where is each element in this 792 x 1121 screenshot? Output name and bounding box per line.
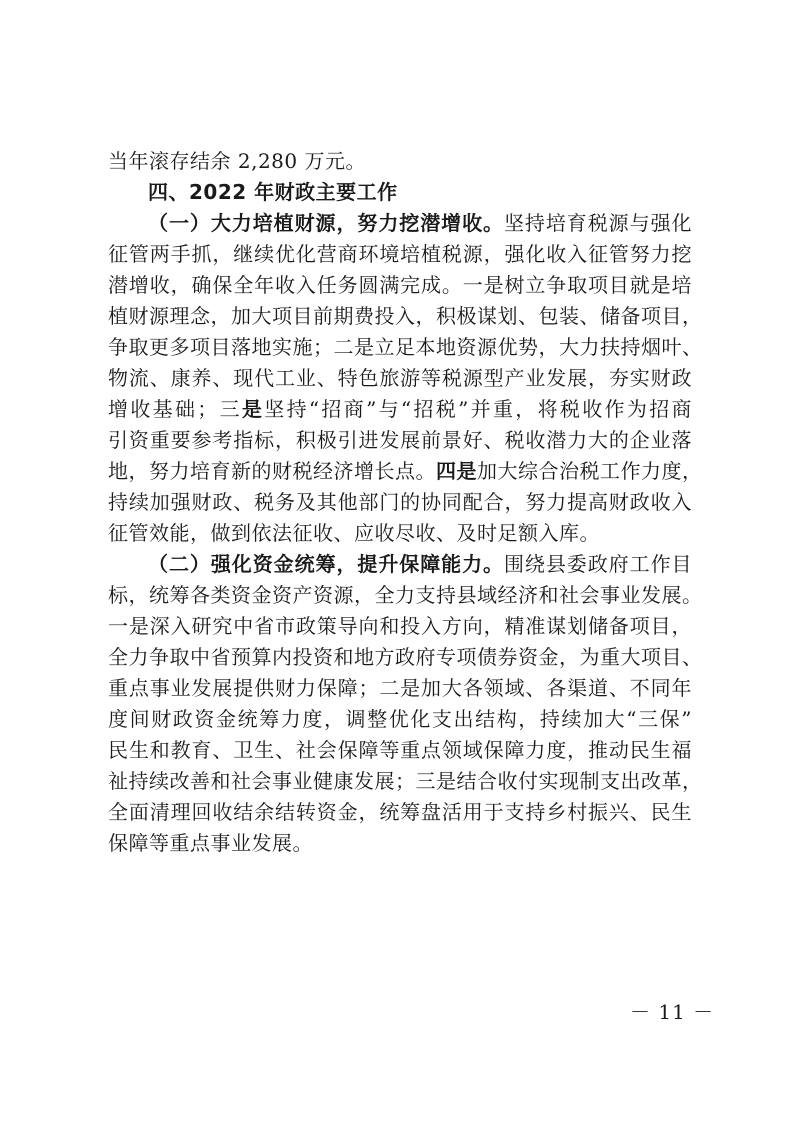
- part1-line-9: 地，努力培育新的财税经济增长点。四是加大综合治税工作力度，: [108, 459, 703, 483]
- part1-line-1: （一）大力培植财源，努力挖潜增收。坚持培育税源与强化: [148, 211, 693, 235]
- part2-line-1: （二）强化资金统筹，提升保障能力。围绕县委政府工作目: [148, 552, 693, 576]
- part2-line-8: 祉持续改善和社会事业健康发展；三是结合收付实现制支出改革，: [108, 769, 703, 793]
- part1-line-2: 征管两手抓，继续优化营商环境培植税源，强化收入征管努力挖: [108, 242, 692, 266]
- page-number: － 11 －: [630, 1000, 715, 1024]
- part2-line-7: 民生和教育、卫生、社会保障等重点领域保障力度，推动民生福: [108, 738, 692, 762]
- part1-heading: （一）大力培植财源，努力挖潜增收。: [148, 211, 504, 235]
- part2-heading: （二）强化资金统筹，提升保障能力。: [148, 552, 504, 576]
- part2-line-10: 保障等重点事业发展。: [108, 831, 313, 855]
- part2-line-2: 标，统筹各类资金资产资源，全力支持县域经济和社会事业发展。: [108, 583, 703, 607]
- part1-line-3: 潜增收，确保全年收入任务圆满完成。一是树立争取项目就是培: [108, 273, 692, 297]
- part2-line-6: 度间财政资金统筹力度，调整优化支出结构，持续加大“三保”: [108, 707, 692, 731]
- carryover-line: 当年滚存结余 2,280 万元。: [108, 149, 366, 173]
- section-title: 四、2022 年财政主要工作: [148, 180, 398, 204]
- part1-line-10: 持续加强财政、税务及其他部门的协同配合，努力提高财政收入: [108, 490, 692, 514]
- part1-line-7: 增收基础；三是坚持“招商”与“招税”并重，将税收作为招商: [108, 397, 693, 421]
- document-body: [108, 146, 703, 859]
- part1-line-6: 物流、康养、现代工业、特色旅游等税源型产业发展，夯实财政: [108, 366, 692, 390]
- part1-line-5: 争取更多项目落地实施；二是立足本地资源优势，大力扶持烟叶、: [108, 335, 703, 359]
- part1-line-8: 引资重要参考指标，积极引进发展前景好、税收潜力大的企业落: [108, 428, 692, 452]
- part2-line-5: 重点事业发展提供财力保障；二是加大各领域、各渠道、不同年: [108, 676, 692, 700]
- part2-line-3: 一是深入研究中省市政策导向和投入方向，精准谋划储备项目，: [108, 614, 692, 638]
- part2-line-9: 全面清理回收结余结转资金，统筹盘活用于支持乡村振兴、民生: [108, 800, 692, 824]
- part1-line-11: 征管效能，做到依法征收、应收尽收、及时足额入库。: [108, 521, 600, 545]
- part1-line-4: 植财源理念，加大项目前期费投入，积极谋划、包装、储备项目，: [108, 304, 703, 328]
- part2-line-4: 全力争取中省预算内投资和地方政府专项债券资金，为重大项目、: [108, 645, 703, 669]
